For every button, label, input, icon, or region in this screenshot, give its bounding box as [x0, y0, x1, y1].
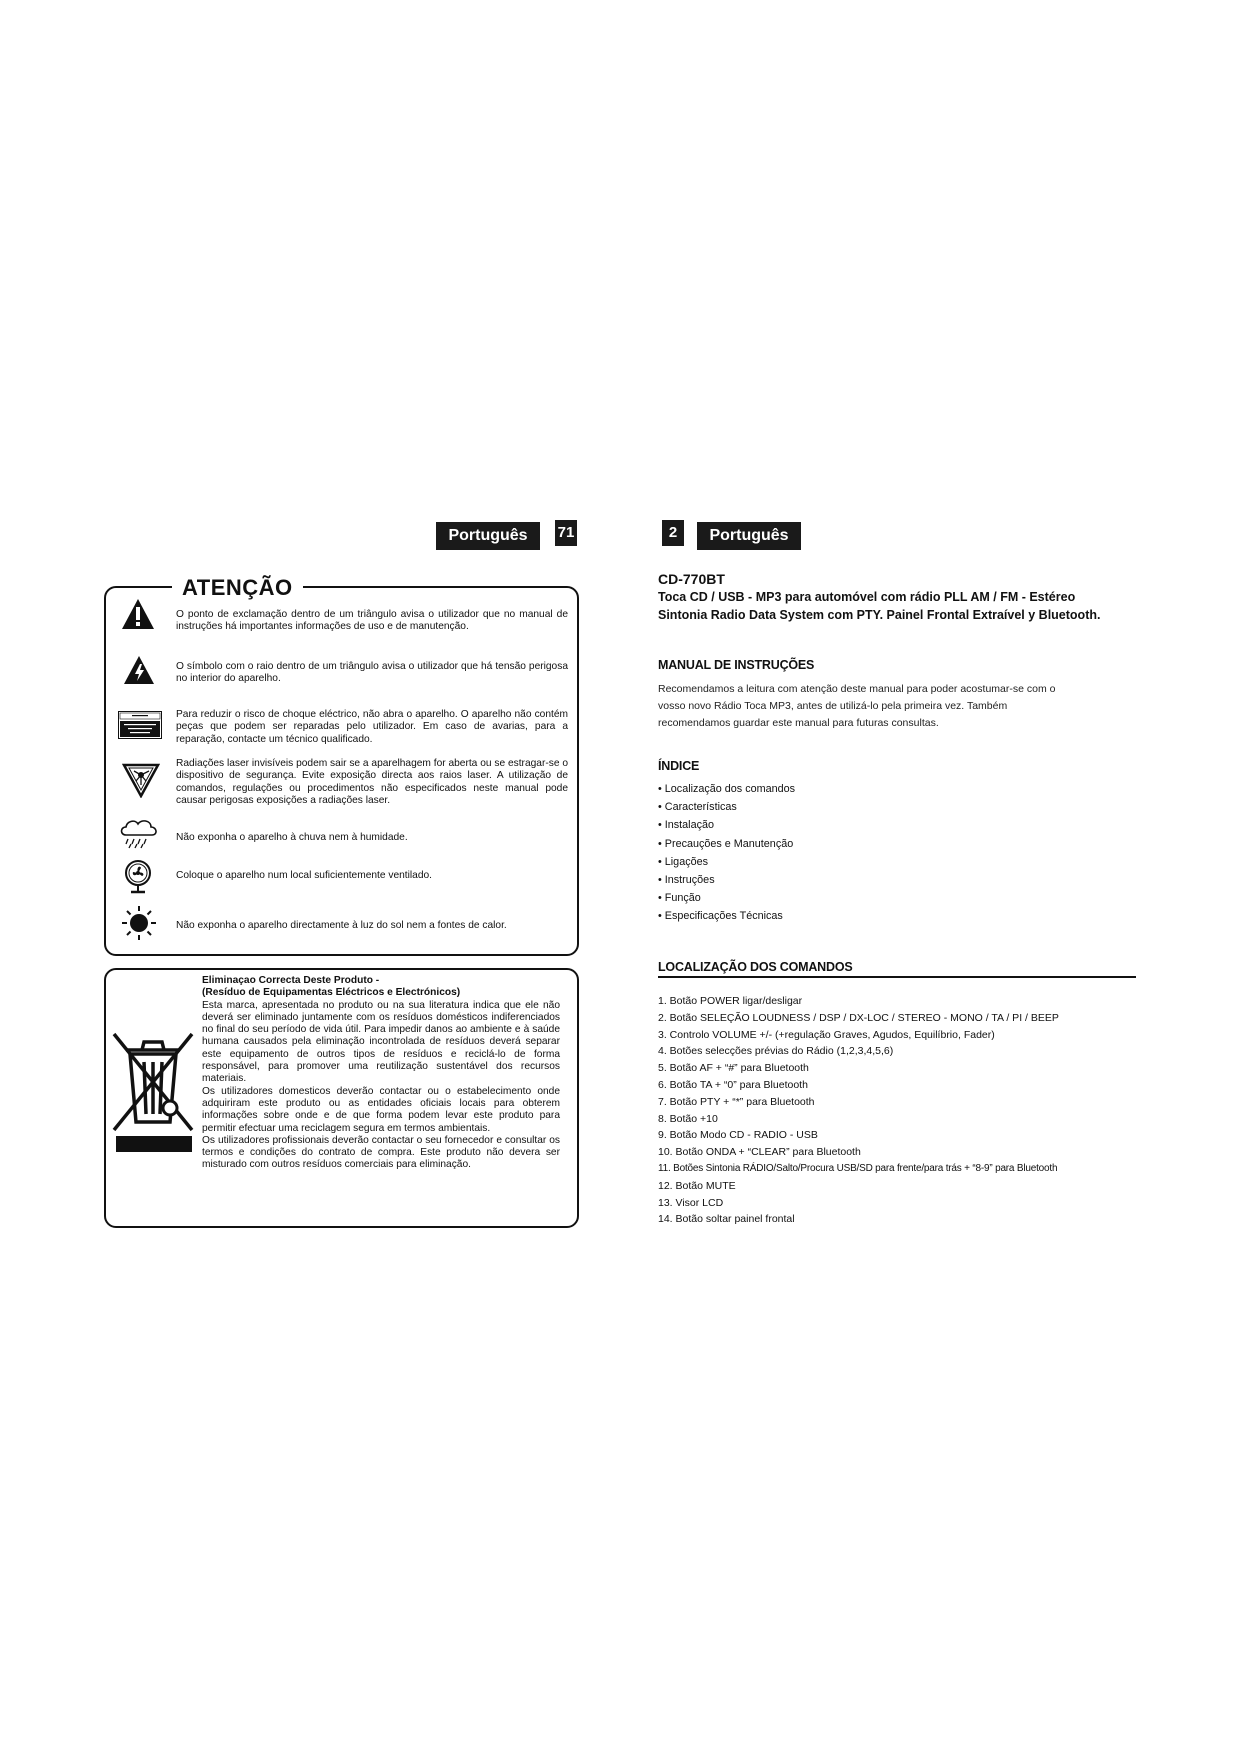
- control-item: 1. Botão POWER ligar/desligar: [658, 995, 803, 1007]
- warning-box-title: ATENÇÃO: [172, 575, 303, 601]
- warning-text-ventilation: Coloque o aparelho num local suficientemente ventilado.: [176, 870, 432, 881]
- index-list: [658, 780, 1138, 926]
- control-item: 14. Botão soltar painel frontal: [658, 1213, 795, 1226]
- controls-heading-rule: [658, 976, 1136, 978]
- warning-text-caution: Para reduzir o risco de choque eléctrico, não abra o aparelho. O aparelho não contém peças que podem ser reparadas pelo utilizador. Em caso de avarias, para a reparação, contacte um técnico qualificado.: [176, 709, 568, 745]
- warning-text-exclamation: O ponto de exclamação dentro de um triângulo avisa o utilizador que no manual de instruções há importantes informações de uso e de manutenção.: [176, 609, 568, 633]
- disposal-paragraph-2: Os utilizadores domesticos deverão contactar ou o estabelecimento onde adquiriram este produto ou as entidades oficiais locais para obterem informações sobre onde e de que forma podem levar este produto para permitir efectuar uma reciclagem segura em termos ambientais.: [202, 1085, 560, 1134]
- lightning-triangle-icon: [123, 655, 155, 685]
- index-item[interactable]: • Especificações Técnicas: [658, 910, 783, 923]
- control-item: 3. Controlo VOLUME +/- (+regulação Graves, Agudos, Equilíbrio, Fader): [658, 1028, 995, 1041]
- index-item[interactable]: • Precauções e Manutenção: [658, 837, 794, 850]
- warning-text-rain: Não exponha o aparelho à chuva nem à humidade.: [176, 832, 408, 843]
- left-page-header-label: Português: [436, 522, 540, 550]
- control-item: 7. Botão PTY + “*” para Bluetooth: [658, 1095, 815, 1108]
- disposal-title-line1: Eliminaçao Correcta Deste Produto -: [202, 975, 380, 986]
- index-item[interactable]: • Instruções: [658, 874, 715, 887]
- control-item: 12. Botão MUTE: [658, 1179, 736, 1192]
- rain-cloud-icon: [118, 817, 160, 849]
- model-name: CD-770BT: [658, 571, 725, 587]
- disposal-paragraph-1: Esta marca, apresentada no produto ou na sua literatura indica que ele não deverá ser eliminado juntamente com os resíduos domésticos indiferenciados no final do seu período de vida útil. Para impedir danos ao ambiente e à saúde humana causados pela eliminação incontrolada de resíduos deverá separar este equipamento de outros tipos de resíduos e reciclá-lo de forma responsável, para promover uma reutilização sustentável dos recursos materiais.: [202, 999, 560, 1085]
- index-item[interactable]: • Localização dos comandos: [658, 783, 796, 795]
- manual-heading: MANUAL DE INSTRUÇÕES: [658, 658, 815, 672]
- crossed-out-bin-icon: [112, 1030, 194, 1154]
- disposal-text: [202, 975, 560, 1172]
- exclamation-triangle-icon: [121, 598, 155, 630]
- index-item[interactable]: • Ligações: [658, 855, 708, 868]
- laser-warning-icon: [122, 762, 160, 798]
- model-subtitle-line1: Toca CD / USB - MP3 para automóvel com rádio PLL AM / FM - Estéreo: [658, 590, 1076, 604]
- control-item: 6. Botão TA + “0” para Bluetooth: [658, 1078, 808, 1091]
- control-item: 10. Botão ONDA + “CLEAR” para Bluetooth: [658, 1146, 861, 1159]
- manual-text-line1: Recomendamos a leitura com atenção deste manual para poder acostumar-se com o: [658, 683, 1056, 695]
- left-page-number: 71: [555, 520, 577, 546]
- control-item: 11. Botões Sintonia RÁDIO/Salto/Procura USB/SD para frente/para trás + “8-9” para Bluetooth: [658, 1162, 1058, 1174]
- disposal-title-line2: (Resíduo de Equipamentas Eléctricos e Electrónicos): [202, 987, 461, 999]
- index-heading: ÍNDICE: [658, 759, 700, 773]
- control-item: 5. Botão AF + “#” para Bluetooth: [658, 1062, 809, 1075]
- caution-label-icon: [118, 711, 162, 739]
- control-item: 9. Botão Modo CD - RADIO - USB: [658, 1129, 818, 1142]
- control-item: 2. Botão SELEÇÃO LOUDNESS / DSP / DX-LOC / STEREO - MONO / TA / PI / BEEP: [658, 1011, 1059, 1024]
- manual-text-line2: vosso novo Rádio Toca MP3, antes de utilizá-lo pela primeira vez. Também: [658, 700, 1008, 712]
- right-page-header-label: Português: [697, 522, 801, 550]
- right-page-number: 2: [662, 520, 684, 546]
- ventilation-fan-icon: [122, 859, 154, 895]
- model-subtitle-line2: Sintonia Radio Data System com PTY. Painel Frontal Extraível y Bluetooth.: [658, 608, 1101, 622]
- index-item[interactable]: • Função: [658, 892, 701, 905]
- controls-list: [658, 993, 1148, 1228]
- warning-text-laser: Radiações laser invisíveis podem sair se a aparelhagem for aberta ou se estragar-se o dispositivo de segurança. Evite exposição directa aos raios laser. A utilização de comandos, regulações ou procedimentos não especificados neste manual pode causar perigosas exposições a radiações laser.: [176, 758, 568, 807]
- sun-icon: [121, 905, 157, 941]
- warning-text-sun: Não exponha o aparelho directamente à luz do sol nem a fontes de calor.: [176, 920, 507, 931]
- control-item: 8. Botão +10: [658, 1112, 718, 1125]
- index-item[interactable]: • Instalação: [658, 819, 714, 832]
- disposal-paragraph-3: Os utilizadores profissionais deverão contactar o seu fornecedor e consultar os termos e condições do contrato de compra. Este produto não devera ser misturado com outros resíduos comerciais para eliminação.: [202, 1134, 560, 1171]
- manual-text-line3: recomendamos guardar este manual para futuras consultas.: [658, 717, 939, 729]
- controls-heading: LOCALIZAÇÃO DOS COMANDOS: [658, 960, 853, 974]
- index-item[interactable]: • Características: [658, 801, 737, 814]
- control-item: 13. Visor LCD: [658, 1196, 724, 1209]
- control-item: 4. Botões selecções prévias do Rádio (1,2,3,4,5,6): [658, 1045, 894, 1058]
- warning-text-lightning: O símbolo com o raio dentro de um triângulo avisa o utilizador que há tensão perigosa no interior do aparelho.: [176, 661, 568, 685]
